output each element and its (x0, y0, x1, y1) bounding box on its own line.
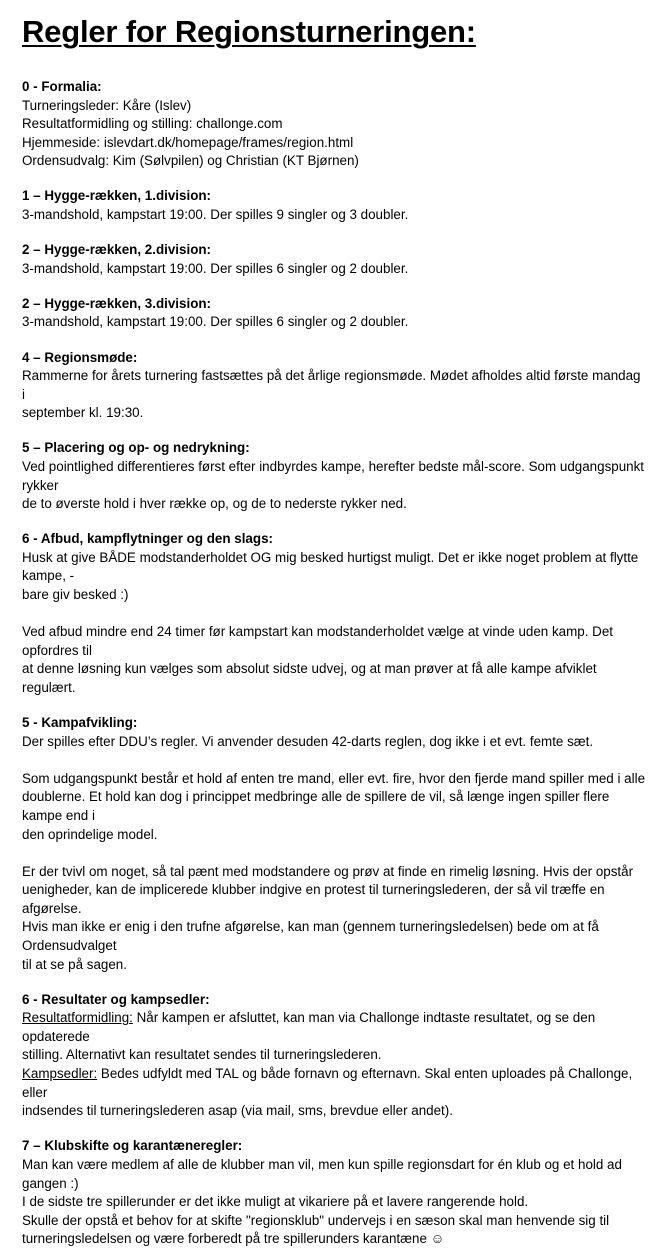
section-heading: 0 - Formalia: (22, 79, 102, 94)
text-line: Som udgangspunkt består et hold af enten tre mand, eller evt. fire, hvor den fjerde mand spiller med i alle (22, 770, 646, 786)
section-division-2 (22, 241, 647, 278)
section-heading: 6 - Afbud, kampflytninger og den slags: (22, 531, 273, 547)
text-line: uenigheder, kan de implicerede klubber indgive en protest til turneringslederen, der så vil træffe en afgørelse. (22, 882, 605, 916)
text-line: Husk at give BÅDE modstanderholdet OG mig besked hurtigst muligt. Det er ikke noget problem at flytte kampe, - (22, 549, 639, 584)
text-line: de to øverste hold i hver række op, og de to nederste rykker ned. (22, 496, 407, 512)
text-fragment: Når kampen er afsluttet, kan man via Challonge indtaste resultatet, og se den opdaterede (22, 1010, 596, 1044)
underlined-label: Resultatformidling: (22, 1010, 133, 1026)
section-text: 3-mandshold, kampstart 19:00. Der spilles 6 singler og 2 doubler. (22, 314, 409, 330)
section-resultater (22, 991, 647, 1121)
section-text (22, 770, 647, 844)
section-text (22, 97, 647, 171)
section-text (22, 458, 647, 514)
section-text: 3-mandshold, kampstart 19:00. Der spilles 6 singler og 2 doubler. (22, 260, 409, 276)
section-text (22, 367, 647, 423)
section-text (22, 1156, 647, 1249)
text-line: september kl. 19:30. (22, 405, 144, 421)
page-title: Regler for Regionsturneringen: (22, 14, 476, 49)
text-line: Hvis man ikke er enig i den trufne afgørelse, kan man (gennem turneringsledelsen) bede om at få Ordensudvalget (22, 919, 599, 953)
section-heading: 1 – Hygge-rækken, 1.division: (22, 188, 212, 204)
section-formalia (22, 78, 647, 171)
text-line: turneringsledelsen og være forberedt på tre spillerunders karantæne ☺ (22, 1231, 445, 1247)
section-heading: 6 - Resultater og kampsedler: (22, 991, 210, 1007)
section-text (22, 733, 647, 752)
text-line: Resultatformidling og stilling: challonge.com (22, 116, 283, 132)
text-line (22, 1009, 647, 1046)
section-kampafvikling (22, 714, 647, 974)
text-line: Der spilles efter DDU’s regler. Vi anvender desuden 42-darts reglen, dog ikke i et evt. femte sæt. (22, 733, 594, 749)
section-heading: 7 – Klubskifte og karantæneregler: (22, 1138, 243, 1154)
section-heading: 5 – Placering og op- og nedrykning: (22, 440, 250, 456)
text-line: at denne løsning kun vælges som absolut sidste udvej, og at man prøver at få alle kampe afviklet regulært. (22, 661, 597, 695)
section-placering (22, 439, 647, 513)
section-text: 3-mandshold, kampstart 19:00. Der spilles 9 singler og 3 doubler. (22, 207, 409, 223)
section-heading: 4 – Regionsmøde: (22, 349, 138, 365)
section-klubskifte (22, 1137, 647, 1249)
section-text (22, 863, 647, 975)
text-line: doublerne. Et hold kan dog i princippet medbringe alle de spillere de vil, så længe ingen spiller flere kampe end i (22, 789, 610, 823)
text-line: I de sidste tre spillerunder er det ikke muligt at vikariere på et lavere rangerende hold. (22, 1194, 529, 1210)
text-line: Turneringsleder: Kåre (Islev) (22, 97, 192, 113)
text-line: Ordensudvalg: Kim (Sølvpilen) og Christian (KT Bjørnen) (22, 153, 359, 169)
section-text (22, 549, 647, 605)
section-regionsmode (22, 349, 647, 423)
text-line (22, 1065, 647, 1102)
text-line: den oprindelige model. (22, 826, 158, 842)
section-heading: 5 - Kampafvikling: (22, 715, 138, 731)
text-line: Man kan være medlem af alle de klubber man vil, men kun spille regionsdart for én klub og et hold ad gangen :) (22, 1156, 622, 1191)
section-division-1 (22, 187, 647, 224)
section-heading: 2 – Hygge-rækken, 2.division: (22, 242, 212, 258)
section-division-3 (22, 295, 647, 332)
text-line: Hjemmeside: islevdart.dk/homepage/frames/region.html (22, 134, 354, 150)
section-text (22, 1009, 647, 1121)
text-line: stilling. Alternativt kan resultatet sendes til turneringslederen. (22, 1047, 382, 1063)
text-line: bare giv besked :) (22, 587, 129, 603)
text-line: Ved afbud mindre end 24 timer før kampstart kan modstanderholdet vælge at vinde uden kamp. Det opfordres til (22, 624, 613, 658)
section-heading: 2 – Hygge-rækken, 3.division: (22, 295, 212, 311)
text-line: Ved pointlighed differentieres først efter indbyrdes kampe, herefter bedste mål-score. Som udgangspunkt rykker (22, 459, 645, 493)
text-line: Er der tvivl om noget, så tal pænt med modstandere og prøv at finde en rimelig løsning. Hvis der opstår (22, 863, 634, 879)
underlined-label: Kampsedler: (22, 1066, 98, 1082)
text-line: til at se på sagen. (22, 956, 127, 972)
text-line: Skulle der opstå et behov for at skifte "regionsklub" undervejs i en sæson skal man henvende sig til (22, 1212, 610, 1228)
text-line: Rammerne for årets turnering fastsættes på det årlige regionsmøde. Mødet afholdes altid første mandag i (22, 368, 641, 402)
section-afbud (22, 530, 647, 697)
text-fragment: Bedes udfyldt med TAL og både fornavn og efternavn. Skal enten uploades på Challonge, eller (22, 1066, 633, 1100)
text-line: indsendes til turneringslederen asap (via mail, sms, brevdue eller andet). (22, 1103, 453, 1119)
section-text (22, 623, 647, 697)
